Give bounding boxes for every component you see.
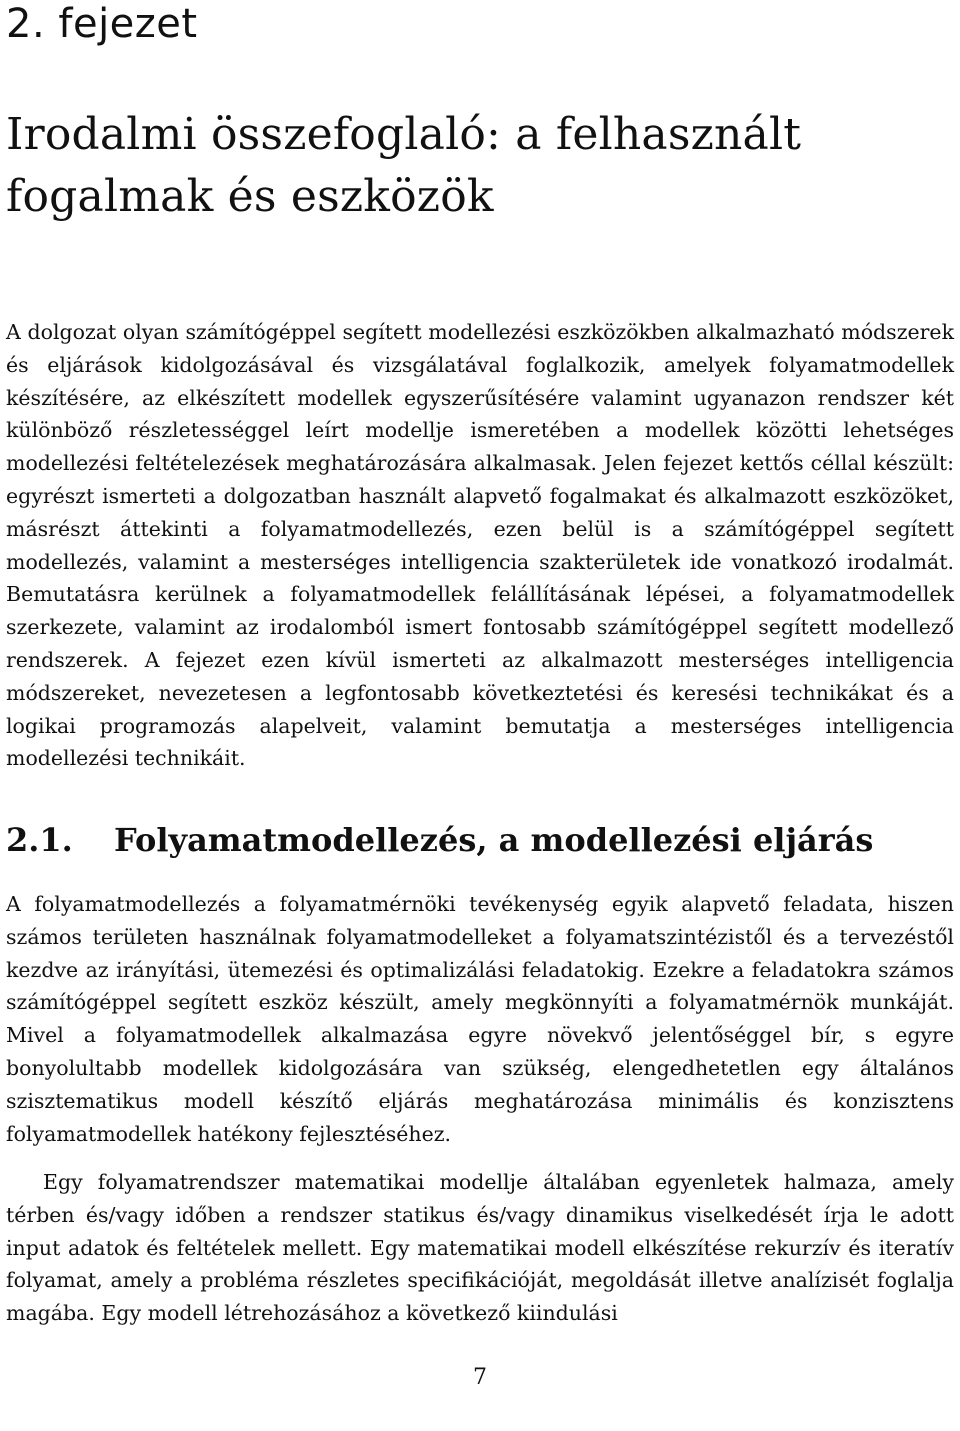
section-paragraph-2-block [6,1166,954,1330]
chapter-title-line-1: Irodalmi összefoglaló: a felhasznált [6,109,802,160]
intro-block [6,316,954,775]
document-page [6,0,954,1431]
chapter-title [6,104,954,228]
page-number: 7 [473,1365,487,1390]
section-paragraph-1-block [6,888,954,1150]
section-number: 2.1. [6,821,73,859]
section-title: Folyamatmodellezés, a modellezési eljárás [114,821,874,859]
section-heading [6,818,873,862]
chapter-title-line-2: fogalmak és eszközök [6,171,494,222]
intro-paragraph: A dolgozat olyan számítógéppel segített modellezési eszközökben alkalmazható módszerek és eljárások kidolgozásával és vizsgálatával foglalkozik, amelyek folyamatmodellek készítésére, az elkészített modellek egyszerűsítésére valamint ugyanazon rendszer két különböző részletességgel leírt modellje ismeretében a modellek közötti lehetséges modellezési feltételezések meghatározására alkalmasak. Jelen fejezet kettős céllal készült: egyrészt ismerteti a dolgozatban használt alapvető fogalmakat és alkalmazott eszközöket, másrészt áttekinti a folyamatmodellezés, ezen belül is a számítógéppel segített modellezés, valamint a mesterséges intelligencia szakterületek ide vonatkozó irodalmát. Bemutatásra kerülnek a folyamatmodellek felállításának lépései, a folyamatmodellek szerkezete, valamint az irodalomból ismert fontosabb számítógéppel segített modellező rendszerek. A fejezet ezen kívül ismerteti az alkalmazott mesterséges intelligencia módszereket, nevezetesen a legfontosabb következtetési és keresési technikákat és a logikai programozás alapelveit, valamint bemutatja a mesterséges intelligencia modellezési technikáit. [6,320,954,771]
chapter-label: 2. fejezet [6,1,198,47]
section-paragraph-1: A folyamatmodellezés a folyamatmérnöki tevékenység egyik alapvető feladata, hiszen számos területen használnak folyamatmodelleket a folyamatszintézistől és a tervezéstől kezdve az irányítási, ütemezési és optimalizálási feladatokig. Ezekre a feladatokra számos számítógéppel segített eszköz készült, amely megkönnyíti a folyamatmérnök munkáját. Mivel a folyamatmodellek alkalmazása egyre növekvő jelentőséggel bír, s egyre bonyolultabb modellek kidolgozására van szükség, elengedhetetlen egy általános szisztematikus modell készítő eljárás meghatározása minimális és konzisztens folyamatmodellek hatékony fejlesztéséhez. [6,892,954,1146]
section-paragraph-2: Egy folyamatrendszer matematikai modellje általában egyenletek halmaza, amely térben és/vagy időben a rendszer statikus és/vagy dinamikus viselkedését írja le adott input adatok és feltételek mellett. Egy matematikai modell elkészítése rekurzív és iteratív folyamat, amely a probléma részletes specifikációját, megoldását illetve analízisét foglalja magába. Egy modell létrehozásához a következő kiindulási [6,1170,954,1326]
